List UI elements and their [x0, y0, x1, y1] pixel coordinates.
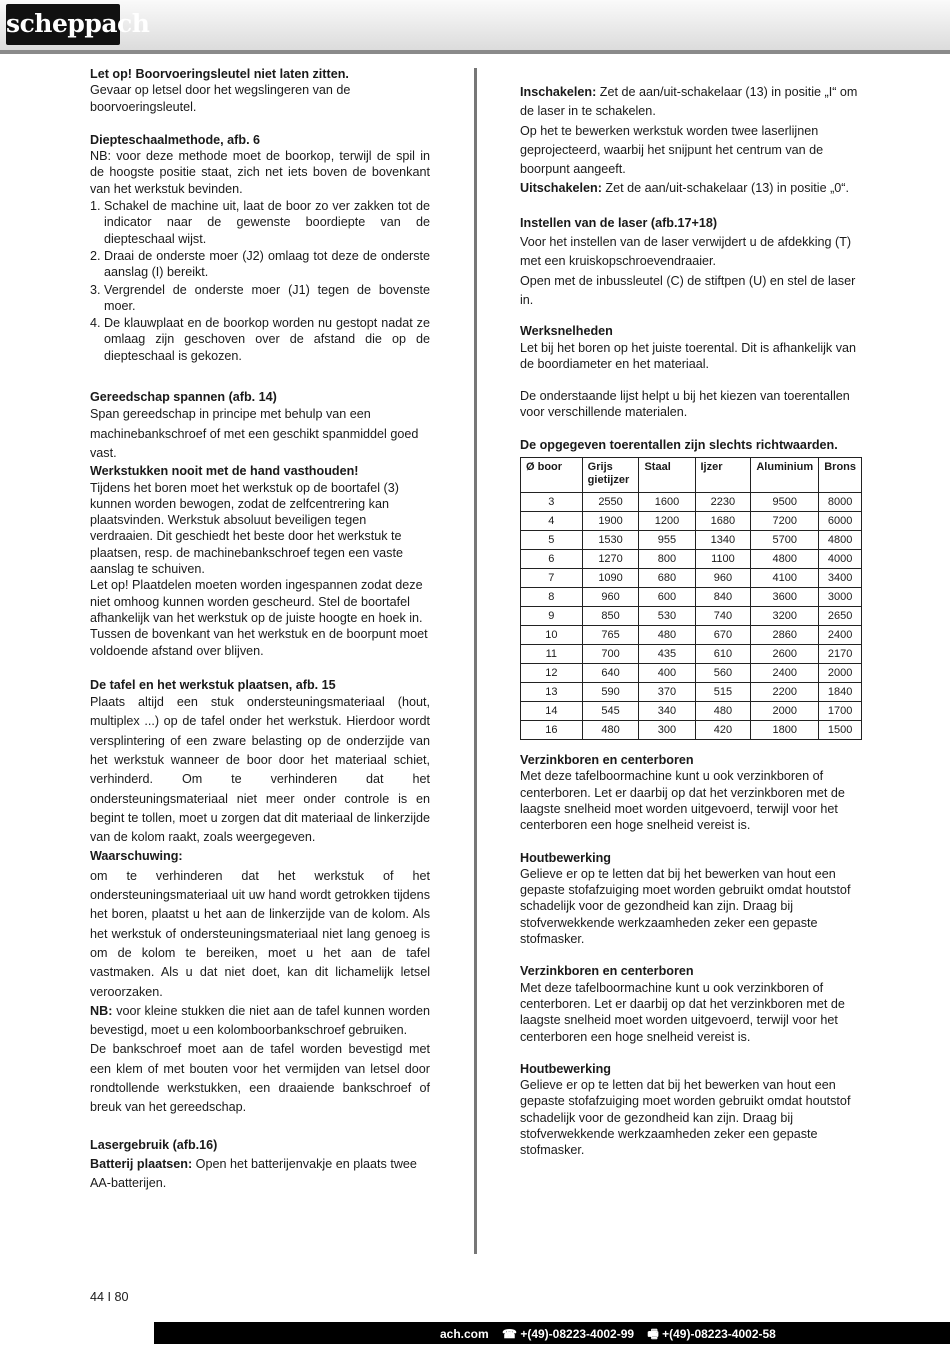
table-cell: 1200 [639, 512, 695, 531]
table-cell: 14 [521, 702, 583, 721]
table-cell: 545 [582, 702, 639, 721]
table-cell: 1840 [819, 683, 862, 702]
table-cell: 8 [521, 588, 583, 607]
table-cell: 2550 [582, 493, 639, 512]
table-cell: 2600 [751, 645, 819, 664]
table-cell: 3 [521, 493, 583, 512]
table-row [521, 607, 862, 626]
section-text: Met deze tafelboormachine kunt u ook verzinkboren of centerboren. Let er daarbij op dat het verzinkboren met de laagste snelheid moet worden uitgevoerd, terwijl voor het centerboren een hoge snelheid vereist is. [520, 769, 845, 833]
list-item: 1. Schakel de machine uit, laat de boor zo ver zakken tot de indicator naar de gewenste boordiepte van de diepteschaal wijst. [90, 199, 430, 246]
table-cell: 3400 [819, 569, 862, 588]
table-cell: 740 [695, 607, 751, 626]
table-cell: 590 [582, 683, 639, 702]
right-column [520, 83, 862, 1159]
right-sections [520, 752, 862, 1159]
clamp-text: Span gereedschap in principe met behulp van een machinebankschroef of met een geschikt spanmiddel goed vast. [90, 407, 419, 460]
table-cell: 4800 [819, 531, 862, 550]
table-cell: 4800 [751, 550, 819, 569]
section-heading: Verzinkboren en centerboren [520, 753, 694, 768]
table-row [521, 569, 862, 588]
list-item: 4. De klauwplaat en de boorkop worden nu gestopt nadat ze omlaag zijn geschoven over de afstand die op de diepteschaal is gekozen. [90, 316, 430, 363]
nb-paragraph: NB: voor kleine stukken die niet aan de tafel kunnen worden bevestigd, moet u een kolomboorbankschroef gebruiken. [90, 1003, 430, 1038]
table-cell: 1340 [695, 531, 751, 550]
switch-on-paragraph: Inschakelen: Zet de aan/uit-schakelaar (13) in positie „I“ om de laser in te schakelen. [520, 85, 858, 119]
section-heading: Houtbewerking [520, 850, 611, 865]
table-cell: 1270 [582, 550, 639, 569]
table-cell: 955 [639, 531, 695, 550]
table-cell: 12 [521, 664, 583, 683]
table-cell: 2650 [819, 607, 862, 626]
table-cell: 700 [582, 645, 639, 664]
table-cell: 640 [582, 664, 639, 683]
column-header: Grijs gietijzer [582, 458, 639, 493]
list-item: 2. Draai de onderste moer (J2) omlaag tot deze de onderste aanslag (I) bereikt. [90, 248, 430, 280]
warning-heading: Let op! Boorvoeringsleutel niet laten zitten. [90, 67, 349, 81]
column-header: Brons [819, 458, 862, 493]
table-cell: 800 [639, 550, 695, 569]
rpm-heading: De opgegeven toerentallen zijn slechts richtwaarden. [520, 437, 838, 452]
table-cell: 765 [582, 626, 639, 645]
clamp-warning: Werkstukken nooit met de hand vasthouden! [90, 464, 359, 479]
table-cell: 1500 [819, 721, 862, 740]
column-header: Aluminium [751, 458, 819, 493]
depth-method-intro: NB: voor deze methode moet de boorkop, terwijl de spil in de hoogste positie staat, zich net iets boven de bovenkant van het werkstuk bevinden. [90, 149, 430, 196]
table-cell: 7 [521, 569, 583, 588]
depth-steps-list [90, 198, 430, 364]
warning-body: om te verhinderen dat het werkstuk of het ondersteuningsmateriaal uit uw hand wordt getrokken tijdens het boren, plaatst u het aan de linkerzijde van de kolom. Als het werkstuk of ondersteuningsmateriaal niet lang genoeg is om de kolom te bereiken, moet u het aan de tafel vastmaken. Als u dat niet doet, kan dit lichamelijk letsel veroorzaken. [90, 868, 430, 999]
table-cell: 600 [639, 588, 695, 607]
table-placement-text: Plaats altijd een stuk ondersteuningsmateriaal (hout, multiplex ...) op de tafel onder het werkstuk. Hierdoor wordt versplintering of een zware belasting op de onderzijde van het werkstuk wanneer de boor door het materiaal schiet, verhinderd. Om te verhinderen dat het ondersteuningsmateriaal niet meer onder controle is en begint te tollen, moet u zorgen dat dit materiaal de linkerzijde van de kolom raakt, zoals weergegeven. [90, 695, 430, 845]
table-cell: 1700 [819, 702, 862, 721]
table-cell: 340 [639, 702, 695, 721]
battery-paragraph: Batterij plaatsen: Open het batterijenvakje en plaats twee AA-batterijen. [90, 1156, 417, 1191]
switch-on-text: Op het te bewerken werkstuk worden twee laserlijnen geprojecteerd, waarbij het snijpunt het centrum van de boorpunt aangeeft. [520, 123, 824, 177]
table-cell: 480 [639, 626, 695, 645]
rpm-table-body [521, 493, 862, 740]
laser-adjust-text: Voor het instellen van de laser verwijdert u de afdekking (T) met een kruiskopschroevendraaier. [520, 235, 852, 269]
switch-off-paragraph: Uitschakelen: Zet de aan/uit-schakelaar (13) in positie „0“. [520, 181, 849, 196]
fax-icon: 🖷 [647, 1327, 659, 1341]
table-cell: 2860 [751, 626, 819, 645]
section-heading: Houtbewerking [520, 1061, 611, 1076]
table-row [521, 645, 862, 664]
warning-label: Waarschuwing: [90, 849, 183, 864]
warning-text: Gevaar op letsel door het wegslingeren van de boorvoeringsleutel. [90, 83, 351, 114]
footer-contact [440, 1325, 776, 1346]
section-text: Gelieve er op te letten dat bij het bewerken van hout een gepaste stofafzuiging moet worden gebruikt omdat houtstof schadelijk voor de gezondheid kan zijn. Draag bij stofverwekkende werkzaamheden zeker een gepaste stofmasker. [520, 1078, 851, 1158]
page-number: 44 I 80 [90, 1290, 129, 1304]
phone-number: +(49)-08223-4002-99 [520, 1327, 635, 1341]
laser-heading: Lasergebruik (afb.16) [90, 1137, 218, 1152]
speed-text: Let bij het boren op het juiste toerental. Dit is afhankelijk van de boordiameter en het materiaal. [520, 340, 857, 371]
table-cell: 2400 [819, 626, 862, 645]
table-cell: 370 [639, 683, 695, 702]
table-cell: 5 [521, 531, 583, 550]
table-placement-heading: De tafel en het werkstuk plaatsen, afb. 15 [90, 677, 336, 692]
table-cell: 9500 [751, 493, 819, 512]
table-cell: 515 [695, 683, 751, 702]
table-cell: 680 [639, 569, 695, 588]
table-row [521, 702, 862, 721]
section-text: Gelieve er op te letten dat bij het bewerken van hout een gepaste stofafzuiging moet worden gebruikt omdat houtstof schadelijk voor de gezondheid kan zijn. Draag bij stofverwekkende werkzaamheden zeker een gepaste stofmasker. [520, 866, 851, 947]
table-cell: 420 [695, 721, 751, 740]
table-cell: 2000 [819, 664, 862, 683]
fax-number: +(49)-08223-4002-58 [662, 1327, 776, 1341]
table-cell: 1900 [582, 512, 639, 531]
table-cell: 6 [521, 550, 583, 569]
column-header: Ø boor [521, 458, 583, 493]
table-cell: 4000 [819, 550, 862, 569]
table-cell: 610 [695, 645, 751, 664]
table-cell: 670 [695, 626, 751, 645]
table-row [521, 512, 862, 531]
phone-icon: ☎ [502, 1327, 517, 1341]
column-header: Staal [639, 458, 695, 493]
table-row [521, 550, 862, 569]
table-cell: 435 [639, 645, 695, 664]
table-cell: 8000 [819, 493, 862, 512]
column-header: Ijzer [695, 458, 751, 493]
vise-text: De bankschroef moet aan de tafel worden bevestigd met een klem of met bouten voor het vermijden van letsel door rondtollende werkstukken, een draaiende bankschroef of breuk van het gereedschap. [90, 1042, 430, 1115]
table-cell: 16 [521, 721, 583, 740]
table-cell: 4100 [751, 569, 819, 588]
table-cell: 7200 [751, 512, 819, 531]
table-cell: 480 [695, 702, 751, 721]
table-cell: 480 [582, 721, 639, 740]
speed-text-2: De onderstaande lijst helpt u bij het kiezen van toerentallen voor verschillende materialen. [520, 389, 850, 420]
table-row [521, 683, 862, 702]
left-column [90, 66, 430, 1194]
section-text: Met deze tafelboormachine kunt u ook verzinkboren of centerboren. Let er daarbij op dat het verzinkboren met de laagste snelheid moet worden uitgevoerd, terwijl voor het centerboren een hoge snelheid vereist is. [520, 980, 845, 1044]
table-cell: 3200 [751, 607, 819, 626]
table-cell: 3000 [819, 588, 862, 607]
table-cell: 2230 [695, 493, 751, 512]
table-cell: 9 [521, 607, 583, 626]
table-header-row [521, 458, 862, 493]
table-row [521, 588, 862, 607]
table-cell: 960 [695, 569, 751, 588]
clamp-heading: Gereedschap spannen (afb. 14) [90, 390, 277, 405]
section-heading: Verzinkboren en centerboren [520, 964, 694, 979]
table-cell: 3600 [751, 588, 819, 607]
laser-adjust-text-2: Open met de inbussleutel (C) de stiftpen (U) en stel de laser in. [520, 273, 856, 307]
table-cell: 4 [521, 512, 583, 531]
table-cell: 1680 [695, 512, 751, 531]
speed-heading: Werksnelheden [520, 324, 613, 339]
table-cell: 1100 [695, 550, 751, 569]
table-row [521, 664, 862, 683]
table-cell: 5700 [751, 531, 819, 550]
table-row [521, 626, 862, 645]
website-text: ach.com [440, 1327, 489, 1341]
table-cell: 6000 [819, 512, 862, 531]
table-cell: 1800 [751, 721, 819, 740]
table-cell: 2170 [819, 645, 862, 664]
clamp-text-3: Let op! Plaatdelen moeten worden ingespannen zodat deze niet omhoog kunnen worden gescheurd. Stel de boortafel afhankelijk van het werkstuk op de juiste hoogte en hoek in. Tussen de bovenkant van het werkstuk en de boorpunt moet voldoende afstand over blijven. [90, 578, 428, 658]
table-cell: 400 [639, 664, 695, 683]
table-cell: 1530 [582, 531, 639, 550]
table-cell: 560 [695, 664, 751, 683]
table-cell: 10 [521, 626, 583, 645]
table-cell: 2000 [751, 702, 819, 721]
table-cell: 840 [695, 588, 751, 607]
header-divider [0, 50, 950, 54]
scheppach-logo: scheppach [6, 4, 120, 45]
page-footer [0, 1322, 950, 1344]
table-cell: 530 [639, 607, 695, 626]
list-item: 3. Vergrendel de onderste moer (J1) tegen de bovenste moer. [90, 282, 430, 313]
table-row [521, 531, 862, 550]
table-cell: 2200 [751, 683, 819, 702]
table-row [521, 493, 862, 512]
column-divider [474, 68, 477, 1254]
table-cell: 1090 [582, 569, 639, 588]
depth-method-heading: Diepteschaalmethode, afb. 6 [90, 132, 261, 147]
table-cell: 960 [582, 588, 639, 607]
table-row [521, 721, 862, 740]
rpm-table [520, 457, 862, 740]
table-cell: 11 [521, 645, 583, 664]
laser-adjust-heading: Instellen van de laser (afb.17+18) [520, 215, 718, 230]
table-cell: 2400 [751, 664, 819, 683]
table-cell: 1600 [639, 493, 695, 512]
table-cell: 300 [639, 721, 695, 740]
table-cell: 13 [521, 683, 583, 702]
page-header [0, 0, 950, 50]
table-cell: 850 [582, 607, 639, 626]
clamp-text-2: Tijdens het boren moet het werkstuk op de boortafel (3) kunnen worden bewogen, zodat de zelfcentrering kan plaatsvinden. Werkstuk absoluut beveiligen tegen verdraaien. Dit geschiedt het beste door het werkstuk te plaatsen, resp. de machinebankschroef tegen een vaste aanslag te schuiven. [90, 480, 403, 577]
